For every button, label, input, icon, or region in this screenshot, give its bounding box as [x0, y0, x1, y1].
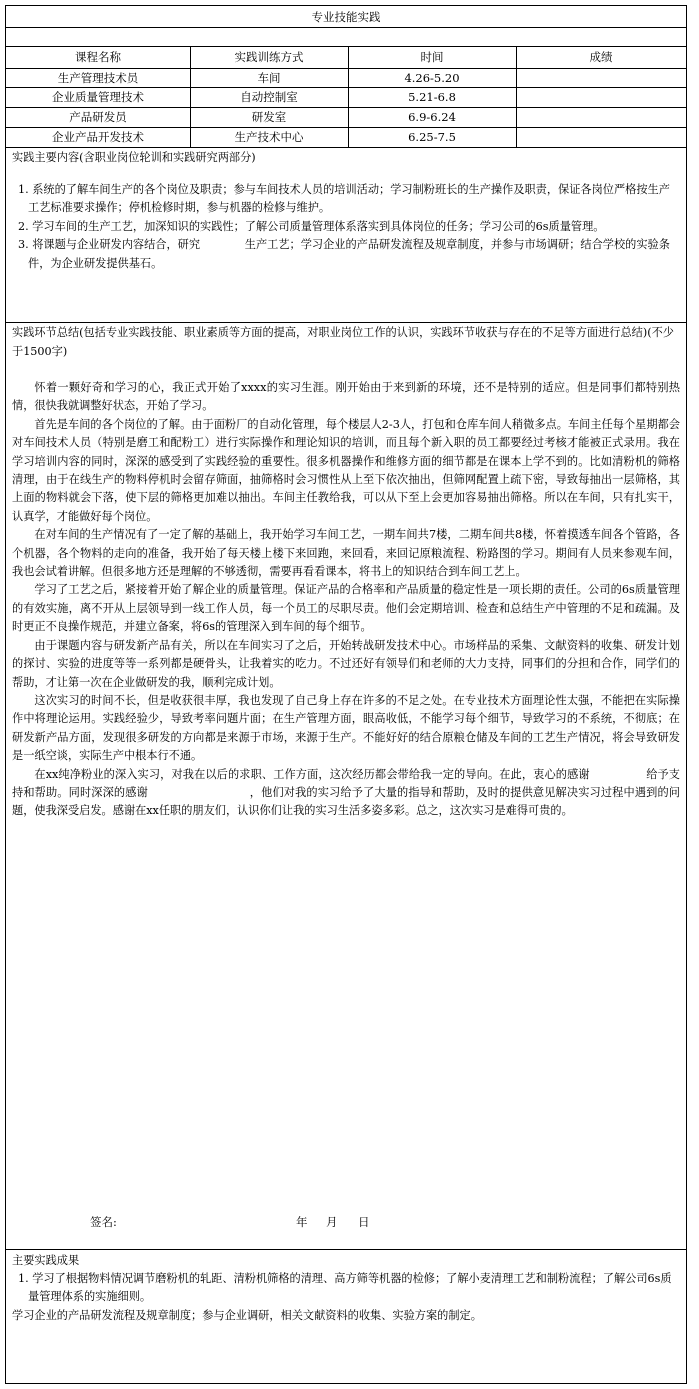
summary-paragraph: 在xx纯净粉业的深入实习，对我在以后的求职、工作方面，这次经历都会带给我一定的导向。在此，衷心的感谢 给予支持和帮助。同时深深的感谢 ，他们对我的实习给予了大量的指导和帮助，及时的提供意见解决实习过程中遇到的问题，使我深受启发。感谢在xx任职的朋友们，认识你们让我的实习生活多姿多彩。总之，这次实习是难得可贵的。 [12, 767, 680, 818]
signature-label: 签名: [90, 1215, 117, 1229]
course-cell: 生产管理技术员 [57, 70, 139, 85]
summary-paragraph: 怀着一颗好奇和学习的心，我正式开始了xxxx的实习生涯。刚开始由于来到新的环境，还不是特别的适应。但是同事们都特别热情，很快我就调整好状态，开始了学习。 [12, 381, 680, 413]
form-frame [5, 5, 687, 1384]
spacer [12, 167, 680, 181]
results-item: 学习企业的产品研发流程及规章制度；参与企业调研，相关文献资料的收集、实验方案的制定。 [12, 1308, 482, 1322]
page-title: 专业技能实践 [311, 9, 381, 24]
divider [6, 27, 686, 28]
content-heading: 实践主要内容(含职业岗位轮训和实践研究两部分) [12, 151, 256, 164]
results-item: 1. 学习了根据物料情况调节磨粉机的轧距、清粉机筛格的清理、高方筛等机器的检修；了解小麦清理工艺和制粉流程；了解公司6s质量管理体系的实施细则。 [18, 1272, 672, 1304]
summary-heading: 实践环节总结(包括专业实践技能、职业素质等方面的提高，对职业岗位工作的认识，实践环节收获与存在的不足等方面进行总结)(不少于1500字) [12, 326, 674, 358]
col-header-time: 时间 [420, 50, 444, 64]
summary-paragraph: 学习了工艺之后，紧接着开始了解企业的质量管理。保证产品的合格率和产品质量的稳定性是一项长期的责任。公司的6s质量管理的有效实施，离不开从上层领导到一线工作人员，每一个员工的尽职尽责。他们会定期培训、检查和总结生产中管理的不足和疏漏。及时更正不良操作规范，并建立备案，将6s的管理深入到车间的每个细节。 [12, 583, 680, 634]
grade-cell [516, 68, 686, 87]
method-cell: 研发室 [251, 110, 287, 124]
course-cell: 企业产品开发技术 [52, 130, 144, 144]
summary-paragraph: 由于课题内容与研发新产品有关，所以在车间实习了之后，开始转战研发技术中心。市场样品的采集、文献资料的收集、研发计划的探讨、实验的进度等等一系列都是硬骨头，让我着实的吃力。不过还好有领导们和老师的大力支持，同事们的分担和合作，同学们的帮助，才让第一次在企业做研发的我，顺利完成计划。 [12, 638, 680, 689]
date-month-label: 月 [326, 1215, 338, 1229]
time-cell: 6.25-7.5 [408, 130, 456, 144]
summary-paragraph: 这次实习的时间不长，但是收获很丰厚，我也发现了自己身上存在许多的不足之处。在专业技术方面理论性太强，不能把在实际操作中将理论运用。实践经验少，导致考率问题片面；在生产管理方面，眼高收低，不能学习每个细节，导致学习的不系统，不彻底；在研发新产品方面，发现很多研发的方向都是来源于市场，来源于生产。不能好好的结合原粮仓储及车间的工艺生产情况，将会导致研发是一纸空谈，实际生产中根本行不通。 [12, 693, 680, 763]
col-header-method: 实践训练方式 [234, 50, 304, 64]
grade-cell [516, 107, 686, 127]
date-year-label: 年 [296, 1215, 308, 1229]
divider [6, 1249, 686, 1250]
course-cell: 产品研发员 [69, 110, 127, 124]
time-cell: 5.21-6.8 [408, 90, 456, 104]
time-cell: 6.9-6.24 [408, 110, 456, 124]
course-cell: 企业质量管理技术 [52, 90, 144, 104]
method-cell: 生产技术中心 [234, 130, 304, 144]
results-heading: 主要实践成果 [12, 1254, 80, 1267]
divider [6, 147, 686, 148]
summary-paragraph: 在对车间的生产情况有了一定了解的基础上，我开始学习车间工艺，一期车间共7楼，二期车间共8楼，怀着摸透车间各个管路，各个机器，各个物料的走向的准备，我开始了每天楼上楼下来回跑，来回看，来回记原粮流程、粉路图的学习。期间有人员来参观车间，我也会试着讲解。但很多地方还是理解的不够透彻，需要再看看课本，将书上的知识结合到车间工艺上。 [12, 528, 680, 579]
content-item: 2. 学习车间的生产工艺，加深知识的实践性；了解公司质量管理体系落实到具体岗位的任务；学习公司的6s质量管理。 [18, 219, 605, 233]
method-cell: 自动控制室 [240, 90, 298, 104]
date-day-label: 日 [358, 1215, 370, 1229]
summary-paragraph: 首先是车间的各个岗位的了解。由于面粉厂的自动化管理，每个楼层人2-3人，打包和仓库车间人稍微多点。车间主任每个星期都会对车间技术人员（特别是磨工和配粉工）进行实际操作和理论知识的培训，而且每个新入职的员工都要经过考核才能被正式录用。我在学习培训内容的同时，深深的感受到了实践经验的重要性。很多机器操作和维修方面的细节都是在课本上学不到的。比如清粉机的筛格清理，由于在线生产的物料停机时会留存筛面，抽筛格时会习惯性从上至下依次抽出，但筛网配置上疏下密，导致每抽出一层筛格，其上面的物料就会下落，使下层的筛格更加难以抽出。车间主任教给我，可以从下至上会更加容易抽出筛格。所以在车间，只有扎实干，认真学，才能做好每个岗位。 [12, 417, 680, 523]
method-cell: 车间 [257, 70, 281, 85]
col-header-course: 课程名称 [75, 50, 121, 64]
summary-section [12, 324, 680, 821]
content-item: 3. 将课题与企业研发内容结合，研究 生产工艺；学习企业的产品研发流程及规章制度，并参与市场调研；结合学校的实验条件，为企业研发提供基石。 [18, 238, 670, 270]
content-item: 1. 系统的了解车间生产的各个岗位及职责；参与车间技术人员的培训活动；学习制粉班长的生产操作及职责，保证各岗位严格按生产工艺标准要求操作；停机检修时期，参与机器的检修与维护。 [18, 183, 670, 215]
col-header-grade: 成绩 [589, 50, 613, 64]
divider [6, 322, 686, 323]
grade-cell [516, 127, 686, 147]
time-cell: 4.26-5.20 [404, 70, 460, 85]
grade-cell [516, 87, 686, 107]
spacer [12, 361, 680, 379]
content-section [12, 149, 680, 273]
results-section [12, 1252, 680, 1325]
